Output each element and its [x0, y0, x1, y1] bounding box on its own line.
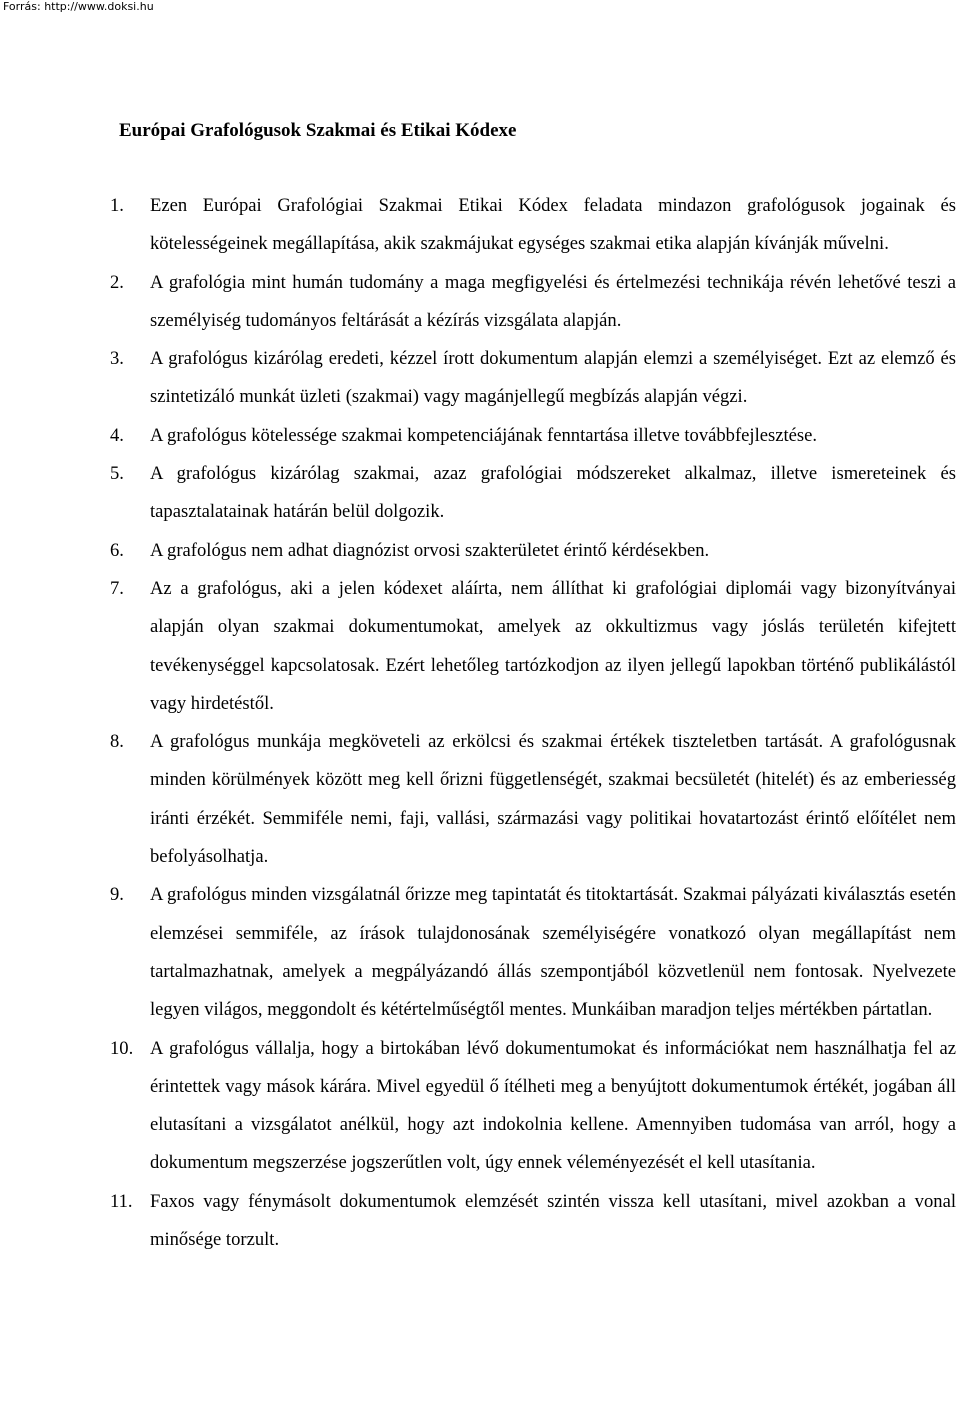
article-number: 10. — [110, 1037, 134, 1059]
document-title: Európai Grafológusok Szakmai és Etikai Kódexe — [119, 120, 517, 141]
code-article-6 — [110, 532, 956, 570]
code-article-list — [110, 187, 956, 1259]
article-number: 6. — [110, 539, 124, 561]
code-article-3 — [110, 340, 956, 417]
code-article-11 — [110, 1183, 956, 1260]
article-text: Ezen Európai Grafológiai Szakmai Etikai Kódex feladata mindazon grafológusok jogainak és kötelességeinek megállapítása, akik szakmájukat egységes szakmai etika alapján kívánják művelni. — [150, 195, 956, 255]
article-number: 8. — [110, 731, 124, 753]
source-note: Forrás: http://www.doksi.hu — [3, 0, 154, 13]
article-number: 9. — [110, 884, 124, 906]
article-number: 7. — [110, 577, 124, 599]
code-article-10 — [110, 1030, 956, 1183]
code-article-2 — [110, 264, 956, 341]
article-text: A grafológus nem adhat diagnózist orvosi szakterületet érintő kérdésekben. — [150, 539, 710, 561]
article-text: Az a grafológus, aki a jelen kódexet aláírta, nem állíthat ki grafológiai diplomái vagy bizonyítványai alapján olyan szakmai dokumentumokat, amelyek az okkultizmus vagy jóslás területén kifejtett tevékenységgel kapcsolatosak. Ezért lehetőleg tartózkodjon az ilyen jellegű lapokban történő publikálástól vagy hirdetéstől. — [150, 577, 956, 714]
article-text: A grafológus kizárólag eredeti, kézzel írott dokumentum alapján elemzi a személyiséget. Ezt az elemző és szintetizáló munkát üzleti (szakmai) vagy magánjellegű megbízás alapján végzi. — [150, 348, 956, 408]
article-number: 11. — [110, 1190, 133, 1212]
article-text: A grafológus kötelessége szakmai kompetenciájának fenntartása illetve továbbfejlesztése. — [150, 424, 818, 446]
code-article-4 — [110, 417, 956, 455]
article-text: A grafológus kizárólag szakmai, azaz grafológiai módszereket alkalmaz, illetve ismereteinek és tapasztalatainak határán belül dolgozik. — [150, 463, 956, 523]
article-number: 3. — [110, 348, 124, 370]
article-text: A grafológus munkája megköveteli az erkölcsi és szakmai értékek tiszteletben tartását. A grafológusnak minden körülmények között meg kell őrizni függetlenségét, szakmai becsületét (hitelét) és az emberiesség iránti érzékét. Semmiféle nemi, faji, vallási, származási vagy politikai hovatartozást érintő előítélet nem befolyásolhatja. — [150, 731, 956, 868]
article-text: Faxos vagy fénymásolt dokumentumok elemzését szintén vissza kell utasítani, mivel azokban a vonal minősége torzult. — [150, 1190, 956, 1251]
code-article-8 — [110, 723, 956, 876]
article-number: 5. — [110, 463, 124, 485]
article-number: 4. — [110, 424, 124, 446]
code-article-9 — [110, 876, 956, 1029]
article-number: 2. — [110, 271, 124, 293]
article-text: A grafológus vállalja, hogy a birtokában lévő dokumentumokat és információkat nem használhatja fel az érintettek vagy mások kárára. Mivel egyedül ő ítélheti meg a benyújtott dokumentumok értékét, jogában áll elutasítani a vizsgálatot anélkül, hogy azt indokolnia kellene. Amennyiben tudomása van arról, hogy a dokumentum megszerzése jogszerűtlen volt, úgy ennek véleményezését el kell utasítania. — [150, 1037, 956, 1174]
article-text: A grafológus minden vizsgálatnál őrizze meg tapintatát és titoktartását. Szakmai pályázati kiválasztás esetén elemzései semmiféle, az írások tulajdonosának személyiségére vonatkozó olyan megállapítást nem tartalmazhatnak, amelyek a megpályázandó állás szempontjából közvetlenül nem fontosak. Nyelvezete legyen világos, meggondolt és kétértelműségtől mentes. Munkáiban maradjon teljes mértékben pártatlan. — [150, 884, 956, 1021]
code-article-7 — [110, 570, 956, 723]
article-number: 1. — [110, 195, 124, 216]
code-article-1 — [110, 187, 956, 264]
article-text: A grafológia mint humán tudomány a maga megfigyelési és értelmezési technikája révén lehetővé teszi a személyiség tudományos feltárását a kézírás vizsgálata alapján. — [150, 271, 956, 331]
code-article-5 — [110, 455, 956, 532]
